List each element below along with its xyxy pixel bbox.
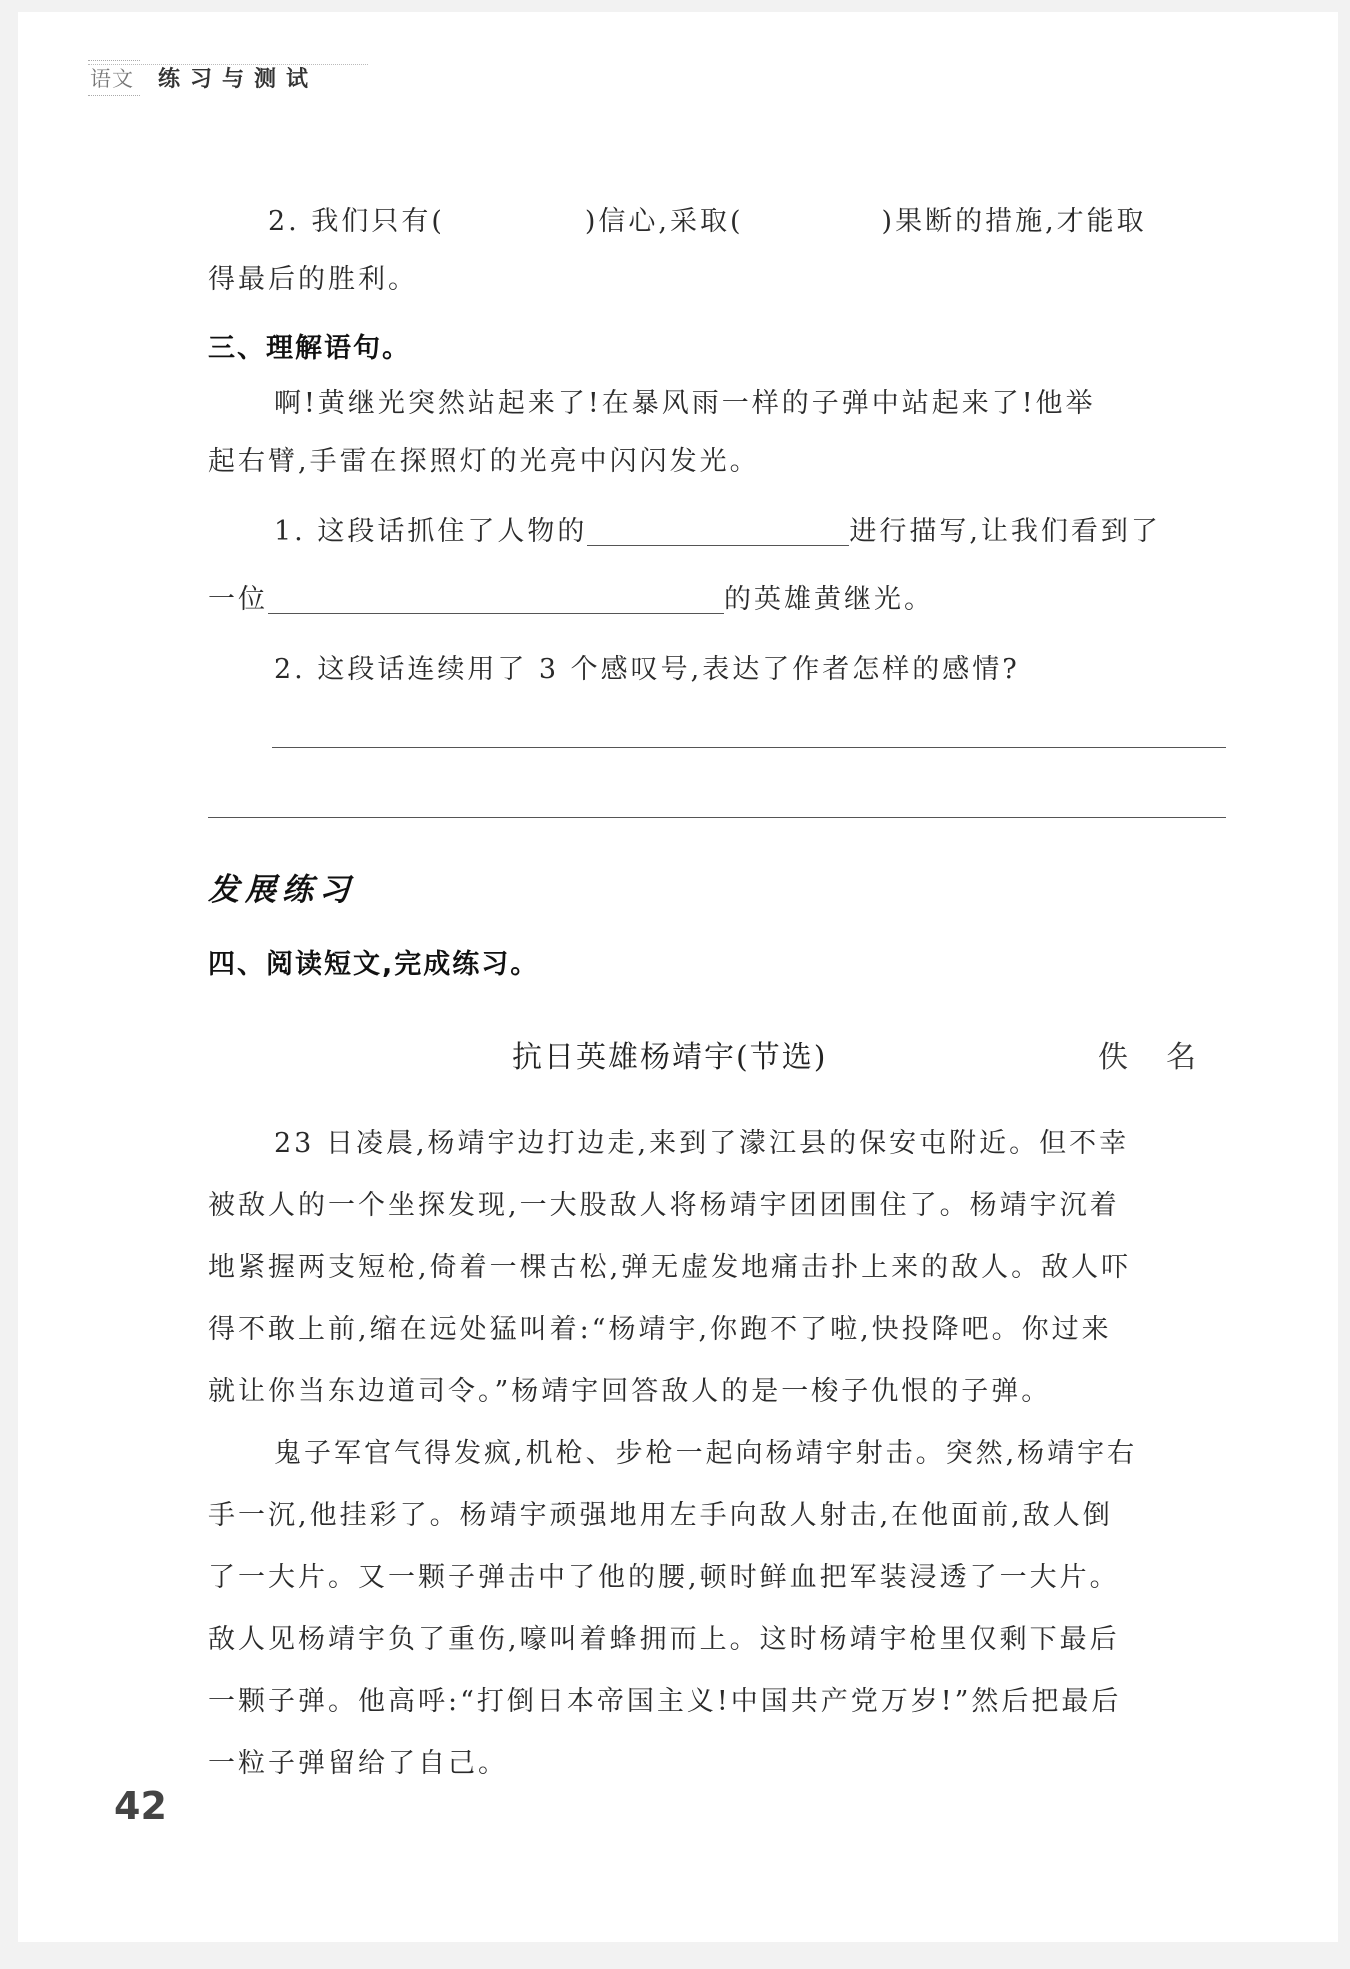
section3-q1-text-d: 的英雄黄继光。 bbox=[724, 584, 934, 615]
page-number: 42 bbox=[114, 1784, 167, 1828]
section3-q1-text-b: 进行描写,让我们看到了 bbox=[849, 516, 1161, 547]
section3-q1-blank-2[interactable] bbox=[268, 587, 724, 614]
paragraph2-line5: 一颗子弹。他高呼:“打倒日本帝国主义!中国共产党万岁!”然后把最后 bbox=[208, 1686, 1122, 1717]
section3-q1-text-a: 1. 这段话抓住了人物的 bbox=[274, 516, 588, 547]
section3-q2: 2. 这段话连续用了 3 个感叹号,表达了作者怎样的感情? bbox=[274, 654, 1020, 685]
development-heading: 发展练习 bbox=[208, 872, 356, 908]
section3-q1-text-c: 一位 bbox=[208, 584, 268, 615]
section3-q1-line1 bbox=[274, 518, 1161, 546]
section3-passage-line2: 起右臂,手雷在探照灯的光亮中闪闪发光。 bbox=[208, 446, 760, 477]
section3-heading: 三、理解语句。 bbox=[208, 333, 411, 364]
section3-q1-blank-1[interactable] bbox=[587, 519, 849, 546]
q2-fill-line1 bbox=[268, 208, 1147, 235]
paragraph2-line3: 了一大片。又一颗子弹击中了他的腰,顿时鲜血把军装浸透了一大片。 bbox=[208, 1562, 1120, 1593]
answer-line-1[interactable] bbox=[272, 747, 1226, 748]
q2-fill-text-a: 2. 我们只有( bbox=[268, 206, 445, 237]
running-header bbox=[88, 60, 318, 96]
paragraph1-line1: 23 日凌晨,杨靖宇边打边走,来到了濛江县的保安屯附近。但不幸 bbox=[274, 1128, 1130, 1159]
section4-heading: 四、阅读短文,完成练习。 bbox=[208, 949, 540, 980]
header-subject: 语文 bbox=[88, 60, 140, 96]
answer-line-2[interactable] bbox=[208, 817, 1226, 818]
paragraph2-line2: 手一沉,他挂彩了。杨靖宇顽强地用左手向敌人射击,在他面前,敌人倒 bbox=[208, 1500, 1113, 1531]
workbook-page bbox=[18, 12, 1338, 1942]
article-author: 佚名 bbox=[1098, 1040, 1234, 1075]
section3-q1-line2 bbox=[208, 586, 934, 614]
paragraph2-line4: 敌人见杨靖宇负了重伤,嚎叫着蜂拥而上。这时杨靖宇枪里仅剩下最后 bbox=[208, 1624, 1120, 1655]
paragraph1-line3: 地紧握两支短枪,倚着一棵古松,弹无虚发地痛击扑上来的敌人。敌人吓 bbox=[208, 1252, 1132, 1283]
q2-fill-line2: 得最后的胜利。 bbox=[208, 264, 418, 295]
section3-passage-line1: 啊!黄继光突然站起来了!在暴风雨一样的子弹中站起来了!他举 bbox=[274, 388, 1096, 419]
q2-fill-text-c: )果断的措施,才能取 bbox=[881, 206, 1147, 237]
header-series: 练习与测试 bbox=[158, 67, 319, 92]
article-title: 抗日英雄杨靖宇(节选) bbox=[512, 1040, 828, 1075]
paragraph1-line2: 被敌人的一个坐探发现,一大股敌人将杨靖宇团团围住了。杨靖宇沉着 bbox=[208, 1190, 1120, 1221]
paragraph1-line5: 就让你当东边道司令。”杨靖宇回答敌人的是一梭子仇恨的子弹。 bbox=[208, 1376, 1052, 1407]
paragraph1-line4: 得不敢上前,缩在远处猛叫着:“杨靖宇,你跑不了啦,快投降吧。你过来 bbox=[208, 1314, 1112, 1345]
paragraph2-line1: 鬼子军官气得发疯,机枪、步枪一起向杨靖宇射击。突然,杨靖宇右 bbox=[274, 1438, 1138, 1469]
q2-fill-text-b: )信心,采取( bbox=[584, 206, 744, 237]
paragraph2-line6: 一粒子弹留给了自己。 bbox=[208, 1748, 508, 1779]
